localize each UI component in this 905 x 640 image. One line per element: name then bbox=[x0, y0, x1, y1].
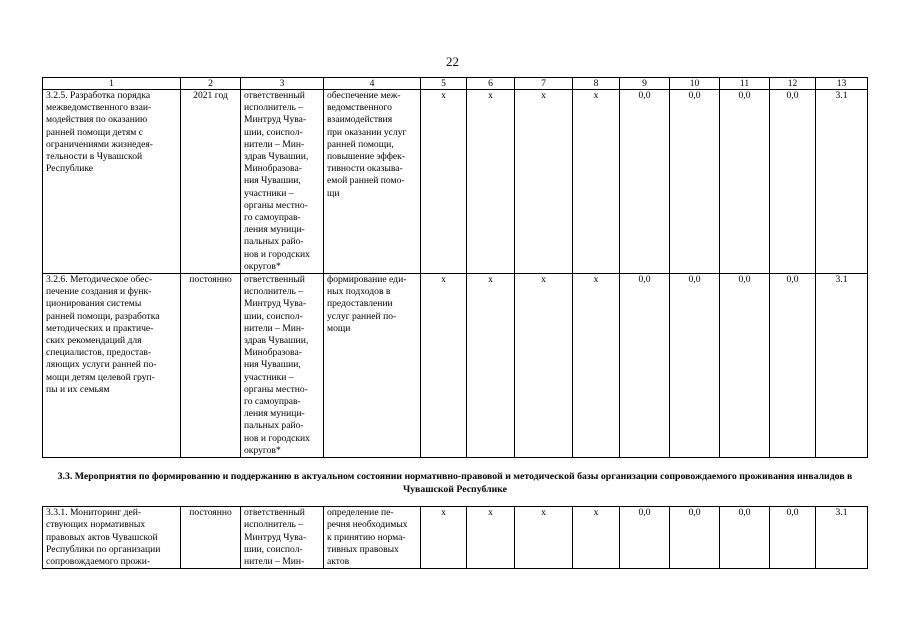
spacer-row bbox=[43, 458, 868, 469]
table-cell: 3.1 bbox=[816, 90, 868, 274]
result-cell: определение пе- речня необходимых к принятию норма- тивных правовых актов bbox=[324, 507, 421, 569]
executors-cell: ответственный исполнитель – Минтруд Чува- шии, соиспол- нители – Мин- bbox=[241, 507, 324, 569]
table-cell: 0,0 bbox=[770, 90, 816, 274]
section-heading-row bbox=[43, 468, 868, 507]
column-number: 7 bbox=[515, 78, 573, 90]
column-number: 9 bbox=[620, 78, 670, 90]
deadline-cell: постоянно bbox=[181, 507, 241, 569]
column-number: 5 bbox=[421, 78, 467, 90]
page-number: 22 bbox=[446, 54, 459, 69]
column-number: 1 bbox=[43, 78, 181, 90]
table-cell: x bbox=[467, 507, 515, 569]
activity-name-cell: 3.2.6. Методическое обес- печение создания и функ- ционирования системы ранней помощи, разработка методических и практиче- ских рекомендаций для специалистов, предостав- ляющих услуги ранней по- мощи детям целевой груп- пы и их семьям bbox=[43, 274, 181, 458]
column-number: 8 bbox=[573, 78, 620, 90]
column-number: 13 bbox=[816, 78, 868, 90]
column-number: 2 bbox=[181, 78, 241, 90]
table-cell: x bbox=[573, 507, 620, 569]
deadline-cell: постоянно bbox=[181, 274, 241, 458]
column-number: 3 bbox=[241, 78, 324, 90]
column-number: 10 bbox=[670, 78, 720, 90]
column-number: 11 bbox=[720, 78, 770, 90]
table-row bbox=[43, 274, 868, 458]
table-cell: x bbox=[515, 507, 573, 569]
table-cell: 0,0 bbox=[720, 90, 770, 274]
table-cell: 0,0 bbox=[620, 507, 670, 569]
table-cell: 3.1 bbox=[816, 507, 868, 569]
table-cell: x bbox=[515, 90, 573, 274]
result-cell: формирование еди- ных подходов в предоставлении услуг ранней по- мощи bbox=[324, 274, 421, 458]
table-cell: x bbox=[421, 274, 467, 458]
activities-table bbox=[42, 77, 868, 569]
table-cell: x bbox=[421, 90, 467, 274]
table-cell: x bbox=[467, 90, 515, 274]
section-heading: 3.3. Мероприятия по формированию и поддержанию в актуальном состоянии нормативно-правовой и методической базы организации сопровождаемого проживания инвалидов в Чувашской Республике bbox=[43, 468, 868, 507]
table-cell: x bbox=[515, 274, 573, 458]
executors-cell: ответственный исполнитель – Минтруд Чува- шии, соиспол- нители – Мин- здрав Чувашии, Минобразова- ния Чувашии, участники – органы местно- го самоуправ- ления муници- пальных райо- нов и городских округов* bbox=[241, 274, 324, 458]
table-cell: 0,0 bbox=[670, 274, 720, 458]
table-cell: 0,0 bbox=[670, 90, 720, 274]
result-cell: обеспечение меж- ведомственного взаимодействия при оказании услуг ранней помощи, повышение эффек- тивности оказыва- емой ранней помо- щи bbox=[324, 90, 421, 274]
column-number: 6 bbox=[467, 78, 515, 90]
activity-name-cell: 3.3.1. Мониторинг дей- ствующих нормативных правовых актов Чувашской Республики по организации сопровождаемого прожи- bbox=[43, 507, 181, 569]
table-cell: x bbox=[573, 274, 620, 458]
column-number: 12 bbox=[770, 78, 816, 90]
table-cell: 0,0 bbox=[720, 507, 770, 569]
table-cell: 0,0 bbox=[670, 507, 720, 569]
table-cell: x bbox=[467, 274, 515, 458]
column-numbers-row bbox=[43, 78, 868, 90]
activity-name-cell: 3.2.5. Разработка порядка межведомственного взаи- модействия по оказанию ранней помощи детям с ограничениями жизнедея- тельности в Чувашской Республике bbox=[43, 90, 181, 274]
table-cell: 0,0 bbox=[770, 274, 816, 458]
executors-cell: ответственный исполнитель – Минтруд Чува- шии, соиспол- нители – Мин- здрав Чувашии, Минобразова- ния Чувашии, участники – органы местно- го самоуправ- ления муници- пальных райо- нов и городских округов* bbox=[241, 90, 324, 274]
table-cell: 3.1 bbox=[816, 274, 868, 458]
table-row bbox=[43, 90, 868, 274]
spacer bbox=[43, 458, 868, 469]
table-cell: 0,0 bbox=[720, 274, 770, 458]
table-cell: x bbox=[421, 507, 467, 569]
table-cell: 0,0 bbox=[620, 90, 670, 274]
table-cell: 0,0 bbox=[770, 507, 816, 569]
table-cell: x bbox=[573, 90, 620, 274]
deadline-cell: 2021 год bbox=[181, 90, 241, 274]
column-number: 4 bbox=[324, 78, 421, 90]
table-row bbox=[43, 507, 868, 569]
table-cell: 0,0 bbox=[620, 274, 670, 458]
